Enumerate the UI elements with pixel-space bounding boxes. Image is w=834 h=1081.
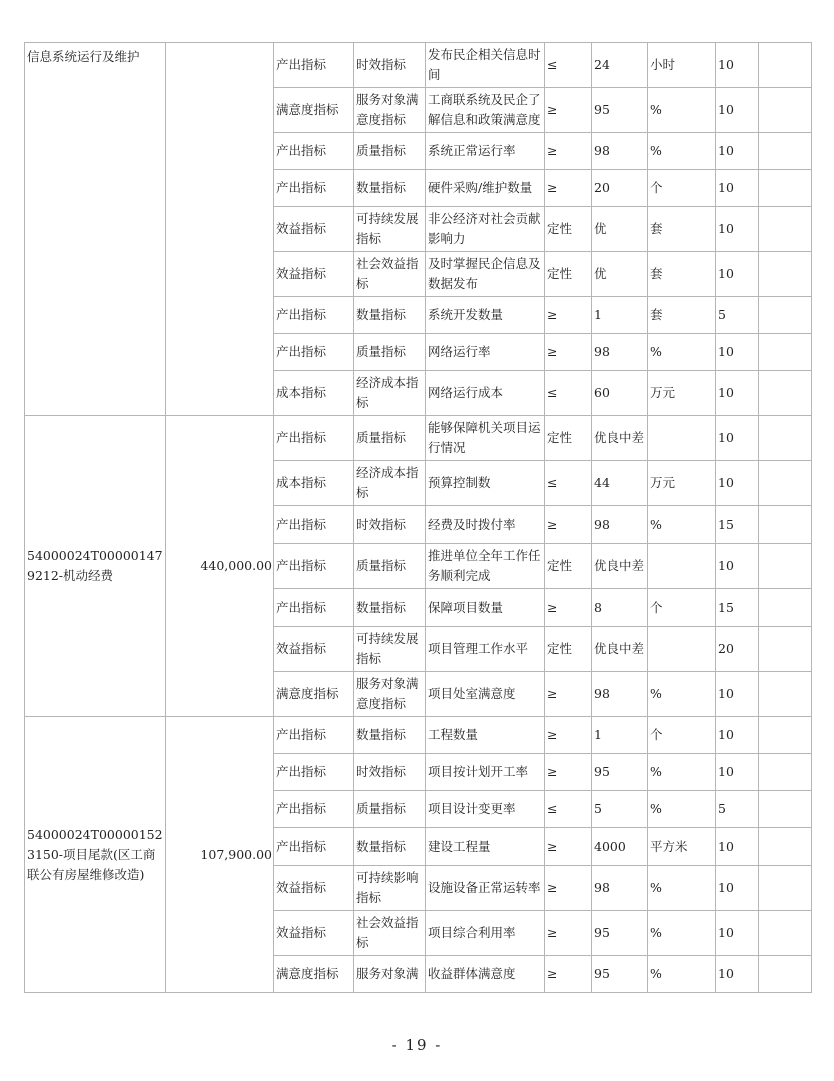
indicator-unit: % [648,672,716,717]
indicator-level2: 服务对象满意度指标 [354,672,426,717]
indicator-note [759,828,812,866]
indicator-unit: 万元 [648,371,716,416]
indicator-target: 98 [592,133,648,170]
indicator-level1: 满意度指标 [274,956,354,993]
indicator-target: 98 [592,866,648,911]
project-amount [166,43,274,416]
indicator-weight: 10 [716,252,759,297]
indicator-unit [648,627,716,672]
project-name: 54000024T000001479212-机动经费 [25,416,166,717]
indicator-level3: 建设工程量 [426,828,545,866]
indicator-target: 98 [592,506,648,544]
indicator-level2: 数量指标 [354,170,426,207]
indicator-level1: 成本指标 [274,461,354,506]
indicator-operator: ≥ [545,956,592,993]
indicator-target: 20 [592,170,648,207]
page-number: - 19 - [391,1036,443,1054]
indicator-level1: 效益指标 [274,252,354,297]
indicator-operator: ≤ [545,461,592,506]
indicator-unit: % [648,88,716,133]
indicator-level2: 质量指标 [354,416,426,461]
indicator-level2: 经济成本指标 [354,371,426,416]
indicator-level1: 产出指标 [274,589,354,627]
indicator-level1: 产出指标 [274,297,354,334]
indicator-target: 优 [592,252,648,297]
indicator-level2: 可持续发展指标 [354,207,426,252]
indicator-note [759,956,812,993]
indicator-level2: 数量指标 [354,297,426,334]
indicator-note [759,544,812,589]
indicator-weight: 10 [716,828,759,866]
indicator-weight: 15 [716,506,759,544]
indicator-level1: 效益指标 [274,866,354,911]
project-name: 54000024T000001523150-项目尾款(区工商联公有房屋维修改造) [25,717,166,993]
indicator-weight: 10 [716,461,759,506]
indicator-operator: 定性 [545,627,592,672]
project-amount: 440,000.00 [166,416,274,717]
indicator-note [759,717,812,754]
indicator-target: 5 [592,791,648,828]
indicator-operator: ≥ [545,334,592,371]
indicator-level1: 产出指标 [274,133,354,170]
indicator-level2: 社会效益指标 [354,252,426,297]
indicator-level3: 工程数量 [426,717,545,754]
project-name: 信息系统运行及维护 [25,43,166,416]
indicator-target: 60 [592,371,648,416]
indicator-weight: 10 [716,956,759,993]
indicator-level2: 经济成本指标 [354,461,426,506]
indicator-weight: 10 [716,88,759,133]
indicator-level2: 质量指标 [354,133,426,170]
indicator-unit: 个 [648,170,716,207]
table-row [25,717,812,754]
indicator-unit: % [648,956,716,993]
indicator-operator: 定性 [545,252,592,297]
indicator-operator: ≥ [545,866,592,911]
indicator-level2: 质量指标 [354,791,426,828]
indicator-note [759,866,812,911]
indicator-note [759,589,812,627]
indicator-level3: 预算控制数 [426,461,545,506]
indicator-level2: 服务对象满意度指标 [354,88,426,133]
indicator-note [759,252,812,297]
indicator-level1: 效益指标 [274,911,354,956]
indicator-level1: 产出指标 [274,506,354,544]
indicator-target: 44 [592,461,648,506]
indicator-operator: ≥ [545,133,592,170]
indicator-level3: 项目按计划开工率 [426,754,545,791]
indicator-level1: 产出指标 [274,416,354,461]
indicator-target: 24 [592,43,648,88]
indicator-target: 98 [592,334,648,371]
indicator-note [759,297,812,334]
indicator-level2: 服务对象满 [354,956,426,993]
indicator-weight: 10 [716,544,759,589]
indicator-level1: 满意度指标 [274,672,354,717]
indicator-level1: 效益指标 [274,207,354,252]
indicator-note [759,88,812,133]
indicator-note [759,133,812,170]
indicator-note [759,791,812,828]
indicator-unit: % [648,754,716,791]
indicator-level2: 数量指标 [354,717,426,754]
indicator-operator: ≥ [545,754,592,791]
table-body [25,43,812,993]
indicator-level1: 产出指标 [274,791,354,828]
indicator-unit: % [648,866,716,911]
indicator-operator: ≤ [545,371,592,416]
indicator-operator: ≥ [545,88,592,133]
indicator-level1: 产出指标 [274,43,354,88]
indicator-level3: 网络运行率 [426,334,545,371]
indicator-level3: 能够保障机关项目运行情况 [426,416,545,461]
indicator-weight: 10 [716,133,759,170]
indicator-note [759,371,812,416]
indicator-weight: 10 [716,334,759,371]
indicator-note [759,627,812,672]
indicator-level3: 工商联系统及民企了解信息和政策满意度 [426,88,545,133]
indicator-weight: 10 [716,717,759,754]
indicator-target: 95 [592,911,648,956]
indicator-unit: 万元 [648,461,716,506]
indicator-unit [648,416,716,461]
indicator-operator: 定性 [545,207,592,252]
indicator-level3: 网络运行成本 [426,371,545,416]
indicator-unit: 套 [648,252,716,297]
indicator-target: 4000 [592,828,648,866]
indicator-weight: 20 [716,627,759,672]
indicator-level1: 产出指标 [274,170,354,207]
indicator-level3: 硬件采购/维护数量 [426,170,545,207]
indicator-level3: 系统开发数量 [426,297,545,334]
indicator-level3: 设施设备正常运转率 [426,866,545,911]
indicator-level2: 质量指标 [354,334,426,371]
table-row [25,416,812,461]
indicator-level2: 时效指标 [354,506,426,544]
indicator-unit: 个 [648,717,716,754]
performance-indicator-table [24,42,812,993]
indicator-level1: 产出指标 [274,717,354,754]
indicator-target: 优良中差 [592,627,648,672]
indicator-operator: ≤ [545,43,592,88]
indicator-level3: 系统正常运行率 [426,133,545,170]
indicator-level1: 效益指标 [274,627,354,672]
indicator-weight: 15 [716,589,759,627]
indicator-operator: ≥ [545,717,592,754]
indicator-weight: 10 [716,170,759,207]
indicator-level2: 社会效益指标 [354,911,426,956]
indicator-weight: 10 [716,754,759,791]
indicator-weight: 10 [716,416,759,461]
indicator-note [759,170,812,207]
indicator-weight: 10 [716,866,759,911]
indicator-level2: 时效指标 [354,43,426,88]
indicator-target: 优良中差 [592,544,648,589]
indicator-weight: 10 [716,911,759,956]
indicator-level3: 推进单位全年工作任务顺利完成 [426,544,545,589]
indicator-note [759,506,812,544]
indicator-note [759,207,812,252]
indicator-level1: 满意度指标 [274,88,354,133]
indicator-operator: ≥ [545,672,592,717]
indicator-weight: 10 [716,207,759,252]
indicator-weight: 10 [716,43,759,88]
indicator-weight: 5 [716,791,759,828]
indicator-level2: 数量指标 [354,828,426,866]
indicator-level3: 发布民企相关信息时间 [426,43,545,88]
indicator-unit [648,544,716,589]
indicator-level3: 保障项目数量 [426,589,545,627]
indicator-level1: 产出指标 [274,334,354,371]
indicator-level3: 非公经济对社会贡献影响力 [426,207,545,252]
indicator-level2: 时效指标 [354,754,426,791]
indicator-unit: 套 [648,207,716,252]
indicator-unit: % [648,133,716,170]
indicator-unit: 小时 [648,43,716,88]
indicator-level1: 成本指标 [274,371,354,416]
indicator-weight: 10 [716,371,759,416]
indicator-level2: 可持续影响指标 [354,866,426,911]
table-row [25,43,812,88]
indicator-weight: 5 [716,297,759,334]
indicator-operator: 定性 [545,416,592,461]
indicator-level3: 项目设计变更率 [426,791,545,828]
indicator-target: 95 [592,88,648,133]
indicator-level2: 可持续发展指标 [354,627,426,672]
indicator-operator: ≥ [545,911,592,956]
indicator-weight: 10 [716,672,759,717]
indicator-level3: 及时掌握民企信息及数据发布 [426,252,545,297]
indicator-level3: 经费及时拨付率 [426,506,545,544]
indicator-note [759,911,812,956]
indicator-target: 98 [592,672,648,717]
indicator-level3: 项目处室满意度 [426,672,545,717]
indicator-level1: 产出指标 [274,544,354,589]
indicator-operator: ≤ [545,791,592,828]
indicator-unit: % [648,506,716,544]
indicator-target: 95 [592,754,648,791]
indicator-target: 8 [592,589,648,627]
indicator-note [759,754,812,791]
indicator-level1: 产出指标 [274,754,354,791]
indicator-operator: 定性 [545,544,592,589]
indicator-level3: 项目综合利用率 [426,911,545,956]
indicator-operator: ≥ [545,297,592,334]
indicator-note [759,461,812,506]
indicator-target: 95 [592,956,648,993]
indicator-unit: % [648,911,716,956]
indicator-level2: 数量指标 [354,589,426,627]
indicator-unit: % [648,791,716,828]
indicator-unit: % [648,334,716,371]
indicator-note [759,672,812,717]
indicator-note [759,43,812,88]
indicator-level3: 项目管理工作水平 [426,627,545,672]
indicator-operator: ≥ [545,589,592,627]
indicator-level2: 质量指标 [354,544,426,589]
indicator-operator: ≥ [545,170,592,207]
indicator-note [759,416,812,461]
indicator-unit: 平方米 [648,828,716,866]
indicator-target: 优良中差 [592,416,648,461]
indicator-target: 1 [592,297,648,334]
indicator-target: 1 [592,717,648,754]
indicator-note [759,334,812,371]
indicator-target: 优 [592,207,648,252]
indicator-unit: 套 [648,297,716,334]
indicator-operator: ≥ [545,828,592,866]
indicator-unit: 个 [648,589,716,627]
project-amount: 107,900.00 [166,717,274,993]
indicator-level1: 产出指标 [274,828,354,866]
indicator-level3: 收益群体满意度 [426,956,545,993]
indicator-operator: ≥ [545,506,592,544]
